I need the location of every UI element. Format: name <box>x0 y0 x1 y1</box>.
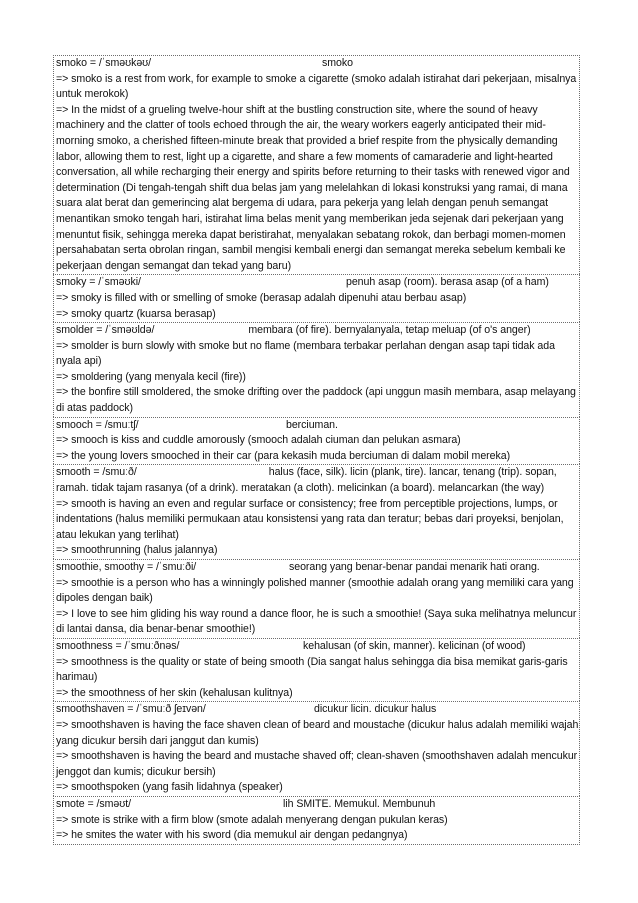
entry-line: => smooch is kiss and cuddle amorously (smooch adalah ciuman dan pelukan asmara) <box>56 434 461 447</box>
entry-header <box>56 56 579 72</box>
entry-smooth <box>53 464 580 559</box>
entry-term: smoky = /ˈsməʊki/ <box>56 276 141 289</box>
entry-line: => smoothie is a person who has a winningly polished manner (smoothie adalah orang yang memiliki cara yang dipoles dengan baik) <box>56 576 574 605</box>
entry-header <box>56 702 579 718</box>
entry-term: smoothie, smoothy = /ˈsmuːði/ <box>56 561 197 573</box>
entry-line: => smooth is having an even and regular surface or consistency; free from perceptible projections, lumps, or indentations (halus memiliki permukaan atau konsistensi yang rata dan teratur; bebas dari proyeksi, benjolan, atau lekukan yang terlihat) <box>56 497 564 541</box>
entry-meaning: kehalusan (of skin, manner). kelicinan (of wood) <box>303 639 526 652</box>
entry-smolder <box>53 322 580 417</box>
entry-term: smolder = /ˈsməʊldə/ <box>56 324 155 337</box>
entry-smooch <box>53 417 580 465</box>
entry-line: => I love to see him gliding his way round a dance floor, he is such a smoothie! (Saya suka melihatnya meluncur di lantai dansa, dia benar-benar smoothie!) <box>56 607 577 636</box>
dictionary-table <box>53 55 580 845</box>
entry-smoko <box>53 55 580 274</box>
entry-term: smoothness = /ˈsmuːðnəs/ <box>56 639 180 652</box>
entry-smoothshaven <box>53 701 580 796</box>
entry-header <box>56 418 579 434</box>
entry-term: smooth = /smuːð/ <box>56 466 137 479</box>
entry-meaning: lih SMITE. Memukul. Membunuh <box>283 797 436 810</box>
entry-term: smote = /sməʊt/ <box>56 797 132 810</box>
entry-smoothness <box>53 638 580 701</box>
entry-meaning: dicukur licin. dicukur halus <box>314 703 437 716</box>
entry-header <box>56 639 579 655</box>
entry-meaning: berciuman. <box>286 418 338 431</box>
entry-term: smoothshaven = /ˈsmuːð ʃeɪvən/ <box>56 703 206 716</box>
entry-meaning: seorang yang benar-benar pandai menarik hati orang. <box>289 561 540 573</box>
entry-meaning: membara (of fire). bernyalanyala, tetap meluap (of o's anger) <box>248 324 531 337</box>
entry-line: => smolder is burn slowly with smoke but no flame (membara terbakar perlahan dengan asap tapi tidak ada nyala api) <box>56 339 555 368</box>
entry-header <box>56 797 579 813</box>
entry-header <box>56 323 579 339</box>
entry-line: => smoothrunning (halus jalannya) <box>56 544 218 557</box>
entry-line: => the bonfire still smoldered, the smoke drifting over the paddock (api unggun masih membara, asap melayang di atas paddock) <box>56 386 576 415</box>
entry-header <box>56 465 579 496</box>
entry-line: => smoko is a rest from work, for example to smoke a cigarette (smoko adalah istirahat dari pekerjaan, misalnya untuk merokok) <box>56 72 577 101</box>
entry-line: => smoothness is the quality or state of being smooth (Dia sangat halus sehingga dia bisa memikat garis-garis harimau) <box>56 655 568 684</box>
entry-line: => smoothshaven is having the face shaven clean of beard and moustache (dicukur halus adalah memiliki wajah yang dicukur bersih dari janggut dan kumis) <box>56 718 579 747</box>
entry-line: => smoky quartz (kuarsa berasap) <box>56 307 216 320</box>
entry-term: smoko = /ˈsməʊkəʊ/ <box>56 57 152 69</box>
entry-smoky <box>53 274 580 322</box>
entry-term: smooch = /smuːtʃ/ <box>56 418 139 431</box>
entry-line: => he smites the water with his sword (dia memukul air dengan pedangnya) <box>56 829 408 842</box>
entry-line: => smote is strike with a firm blow (smote adalah menyerang dengan pukulan keras) <box>56 813 448 826</box>
entry-header <box>56 560 579 576</box>
entry-line: => the smoothness of her skin (kehalusan kulitnya) <box>56 686 293 699</box>
entry-smoothie <box>53 559 580 638</box>
entry-line: => smoldering (yang menyala kecil (fire)) <box>56 370 246 383</box>
entry-meaning: halus (face, silk). licin (plank, tire). lancar, tenang (trip). sopan, ramah. tidak tajam rasanya (of a drink). meratakan (a cloth). melicinkan (a board). melancarkan (the way) <box>56 466 557 495</box>
entry-line: => smoothspoken (yang fasih lidahnya (speaker) <box>56 781 283 794</box>
entry-line: => In the midst of a grueling twelve-hour shift at the bustling construction site, where the sound of heavy machinery and the clatter of tools echoed through the air, the weary workers eagerly anticipated their mid-morning smoko, a cherished fifteen-minute break that provided a brief respite from the physically demanding labor, allowing them to rest, light up a cigarette, and share a few moments of camaraderie and light-hearted conversation, all while recharging their energy and spirits before returning to their tasks with renewed vigor and determination (Di tengah-tengah shift dua belas jam yang melelahkan di lokasi konstruksi yang ramai, di mana suara alat berat dan gemerincing alat bergema di udara, para pekerja yang lelah dengan penuh semangat menantikan smoko tengah hari, istirahat lima belas menit yang memberikan jeda sejenak dari pekerjaan yang menuntut fisik, sehingga mereka dapat beristirahat, menyalakan sebatang rokok, dan berbagi momen-momen persahabatan serta obrolan ringan, sambil mengisi kembali energi dan semangat mereka sebelum kembali ke pekerjaan dengan semangat dan tekad yang baru) <box>56 103 570 272</box>
entry-header <box>56 275 579 291</box>
entry-smote <box>53 796 580 845</box>
entry-meaning: smoko <box>322 57 353 69</box>
entry-line: => smoky is filled with or smelling of smoke (berasap adalah dipenuhi atau berbau asap) <box>56 291 467 304</box>
entry-line: => the young lovers smooched in their car (para kekasih muda berciuman di dalam mobil mereka) <box>56 449 511 462</box>
entry-line: => smoothshaven is having the beard and mustache shaved off; clean-shaven (smoothshaven adalah mencukur jenggot dan kumis; dicukur bersih) <box>56 750 578 778</box>
entry-meaning: penuh asap (room). berasa asap (of a ham) <box>346 276 549 289</box>
